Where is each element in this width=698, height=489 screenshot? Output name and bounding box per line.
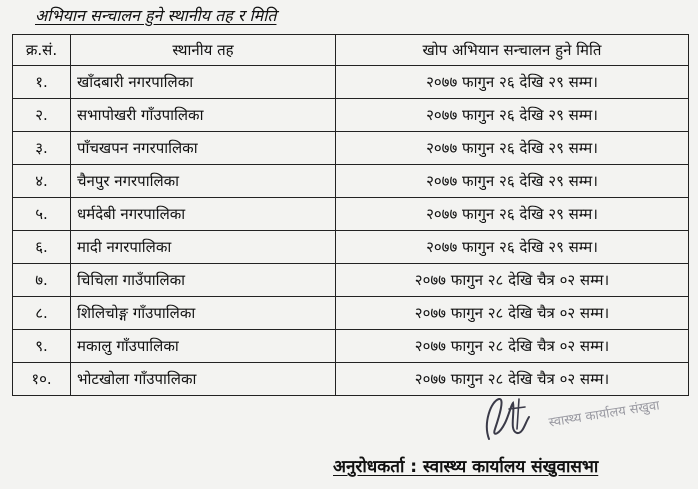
table-row — [13, 363, 689, 396]
serial-number: ८. — [13, 297, 71, 330]
campaign-date: २०७७ फागुन २६ देखि २९ सम्म। — [336, 165, 689, 198]
table-row — [13, 66, 689, 99]
table-row — [13, 330, 689, 363]
serial-number: ३. — [13, 132, 71, 165]
header-local-body: स्थानीय तह — [71, 35, 336, 66]
local-body-name: धर्मदेबी नगरपालिका — [71, 198, 336, 231]
campaign-date: २०७७ फागुन २६ देखि २९ सम्म। — [336, 99, 689, 132]
campaign-date: २०७७ फागुन २८ देखि चैत्र ०२ सम्म। — [336, 297, 689, 330]
local-body-name: मकालु गाँउपालिका — [71, 330, 336, 363]
document-title: अभियान सन्चालन हुने स्थानीय तह र मिति — [35, 6, 277, 25]
campaign-date: २०७७ फागुन २८ देखि चैत्र ०२ सम्म। — [336, 264, 689, 297]
header-date: खोप अभियान सन्चालन हुने मिति — [336, 35, 689, 66]
table-row — [13, 231, 689, 264]
serial-number: १०. — [13, 363, 71, 396]
campaign-schedule-table — [12, 34, 689, 396]
campaign-date: २०७७ फागुन २६ देखि २९ सम्म। — [336, 132, 689, 165]
local-body-name: चैनपुर नगरपालिका — [71, 165, 336, 198]
table-row — [13, 297, 689, 330]
local-body-name: चिचिला गाउँपालिका — [71, 264, 336, 297]
table-row — [13, 99, 689, 132]
header-serial: क्र.सं. — [13, 35, 71, 66]
local-body-name: भोटखोला गाँउपालिका — [71, 363, 336, 396]
local-body-name: पाँचखपन नगरपालिका — [71, 132, 336, 165]
table-row — [13, 165, 689, 198]
serial-number: ९. — [13, 330, 71, 363]
campaign-date: २०७७ फागुन २८ देखि चैत्र ०२ सम्म। — [336, 330, 689, 363]
serial-number: १. — [13, 66, 71, 99]
table-header-row — [13, 35, 689, 66]
campaign-date: २०७७ फागुन २८ देखि चैत्र ०२ सम्म। — [336, 363, 689, 396]
serial-number: ७. — [13, 264, 71, 297]
serial-number: ६. — [13, 231, 71, 264]
serial-number: २. — [13, 99, 71, 132]
serial-number: ४. — [13, 165, 71, 198]
local-body-name: खाँदबारी नगरपालिका — [71, 66, 336, 99]
local-body-name: शिलिचोङ्ग गाँउपालिका — [71, 297, 336, 330]
office-stamp: स्वास्थ्य कार्यालय संखुवा — [547, 398, 661, 431]
table-row — [13, 264, 689, 297]
campaign-date: २०७७ फागुन २६ देखि २९ सम्म। — [336, 231, 689, 264]
requester-line: अनुरोधकर्ता : स्वास्थ्य कार्यालय संखुवासभा — [333, 457, 599, 477]
signature-mark — [475, 393, 545, 455]
campaign-date: २०७७ फागुन २६ देखि २९ सम्म। — [336, 198, 689, 231]
campaign-date: २०७७ फागुन २६ देखि २९ सम्म। — [336, 66, 689, 99]
table-row — [13, 198, 689, 231]
local-body-name: मादी नगरपालिका — [71, 231, 336, 264]
local-body-name: सभापोखरी गाँउपालिका — [71, 99, 336, 132]
serial-number: ५. — [13, 198, 71, 231]
table-row — [13, 132, 689, 165]
